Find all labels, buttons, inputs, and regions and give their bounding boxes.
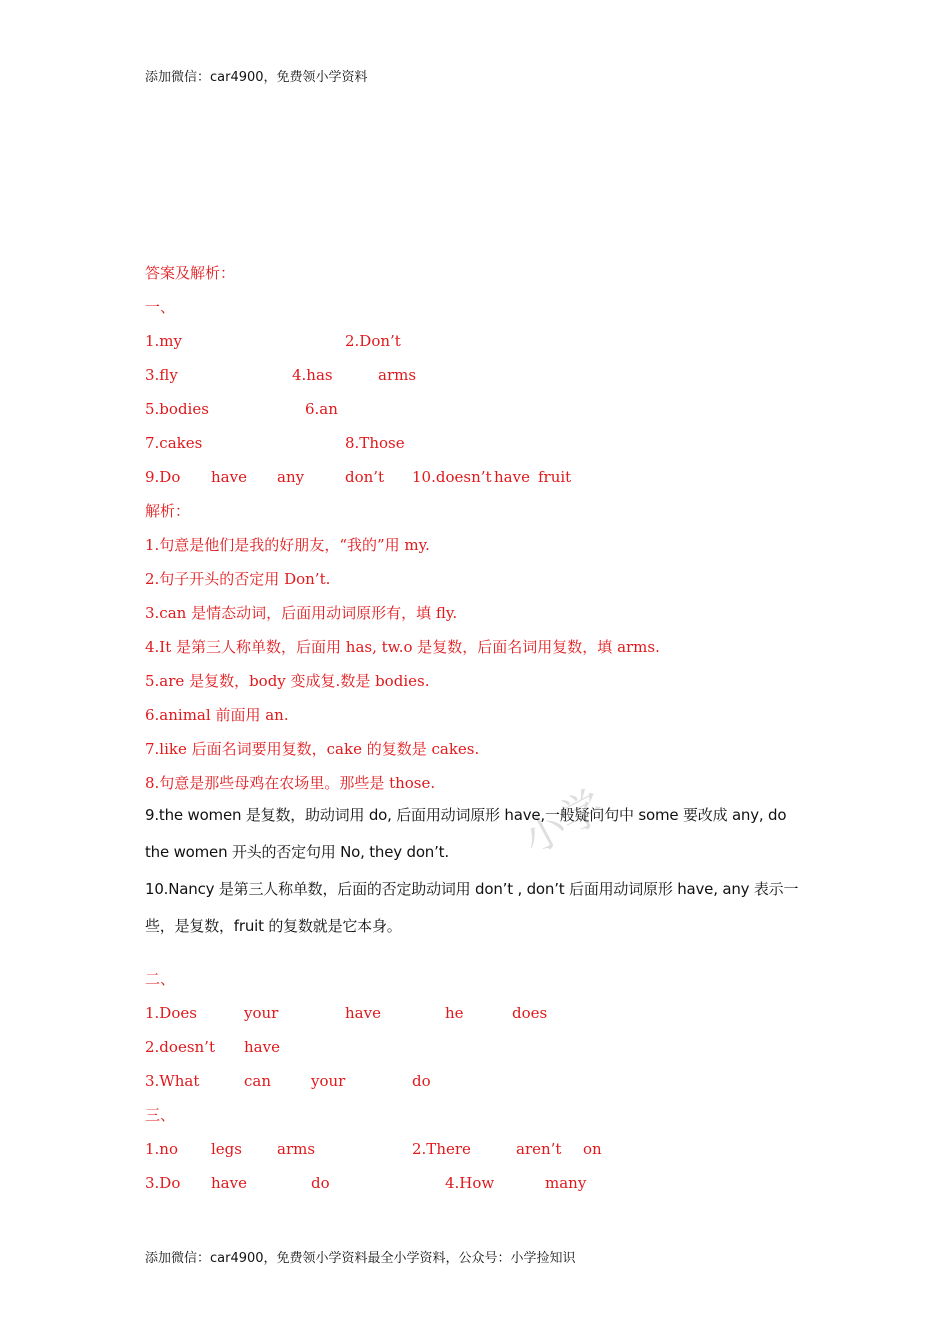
analysis-line: 3.can 是情态动词，后面用动词原形有，填 fly. <box>145 604 458 622</box>
analysis-line: 6.animal 前面用 an. <box>145 706 289 724</box>
answer-word: 6.an <box>305 400 338 418</box>
answer-word: 9.Do <box>145 468 181 486</box>
answer-word: fruit <box>538 468 572 486</box>
answer-word: any <box>277 468 305 486</box>
answer-word: arms <box>378 366 417 384</box>
answer-word: 1.no <box>145 1140 179 1158</box>
answer-word: have <box>244 1038 280 1056</box>
answer-word: arms <box>277 1140 316 1158</box>
analysis-label: 解析： <box>145 502 191 520</box>
answer-word: 1.my <box>145 332 183 350</box>
answer-word: 2.There <box>412 1140 471 1158</box>
answer-word: 8.Those <box>345 434 405 452</box>
analysis-paragraph: 9.the women 是复数，助动词用 do, 后面用动词原形 have,一般疑问句中 some 要改成 any, do the women 开头的否定句用 No, they don’t. <box>145 806 787 861</box>
answer-word: have <box>345 1004 381 1022</box>
answer-word: aren’t <box>516 1140 562 1158</box>
answers-title: 答案及解析： <box>145 264 236 282</box>
answer-word: don’t <box>345 468 385 486</box>
answer-word: your <box>311 1072 346 1090</box>
answer-word: have <box>211 1174 247 1192</box>
watermark: 小学 <box>514 780 612 864</box>
answer-word: many <box>545 1174 587 1192</box>
answer-word: legs <box>211 1140 242 1158</box>
answer-word: do <box>311 1174 330 1192</box>
answer-word: 3.What <box>145 1072 200 1090</box>
answer-word: 4.has <box>292 366 333 384</box>
answer-word: 3.fly <box>145 366 178 384</box>
answer-word: he <box>445 1004 464 1022</box>
answer-word: on <box>583 1140 602 1158</box>
answer-word: 2.doesn’t <box>145 1038 215 1056</box>
analysis-line: 4.It 是第三人称单数，后面用 has, tw.o 是复数，后面名词用复数，填 arms. <box>145 638 660 656</box>
answer-word: 1.Does <box>145 1004 197 1022</box>
answer-word: 7.cakes <box>145 434 203 452</box>
section-two-label: 二、 <box>145 970 176 988</box>
analysis-line: 7.like 后面名词要用复数，cake 的复数是 cakes. <box>145 740 480 758</box>
answer-word: do <box>412 1072 431 1090</box>
section-three-label: 三、 <box>145 1106 176 1124</box>
answer-word: your <box>244 1004 279 1022</box>
analysis-line: 2.句子开头的否定用 Don’t. <box>145 570 331 588</box>
answer-word: 5.bodies <box>145 400 209 418</box>
answer-word: can <box>244 1072 272 1090</box>
answer-word: have <box>494 468 530 486</box>
answer-word: 3.Do <box>145 1174 181 1192</box>
answer-word: 10.doesn’t <box>412 468 492 486</box>
analysis-line: 5.are 是复数，body 变成复.数是 bodies. <box>145 672 430 690</box>
section-one-label: 一、 <box>145 298 176 316</box>
analysis-line: 1.句意是他们是我的好朋友，“我的”用 my. <box>145 536 430 554</box>
answer-word: have <box>211 468 247 486</box>
answer-word: 4.How <box>445 1174 495 1192</box>
analysis-line: 8.句意是那些母鸡在农场里。那些是 those. <box>145 774 436 792</box>
analysis-paragraph: 10.Nancy 是第三人称单数，后面的否定助动词用 don’t , don’t 后面用动词原形 have, any 表示一些，是复数，fruit 的复数就是它本身。 <box>145 880 799 935</box>
page-footer: 添加微信：car4900，免费领小学资料最全小学资料，公众号：小学捡知识 <box>145 1251 576 1266</box>
answer-word: 2.Don’t <box>345 332 401 350</box>
page-header: 添加微信：car4900，免费领小学资料 <box>145 70 368 85</box>
answer-word: does <box>512 1004 548 1022</box>
